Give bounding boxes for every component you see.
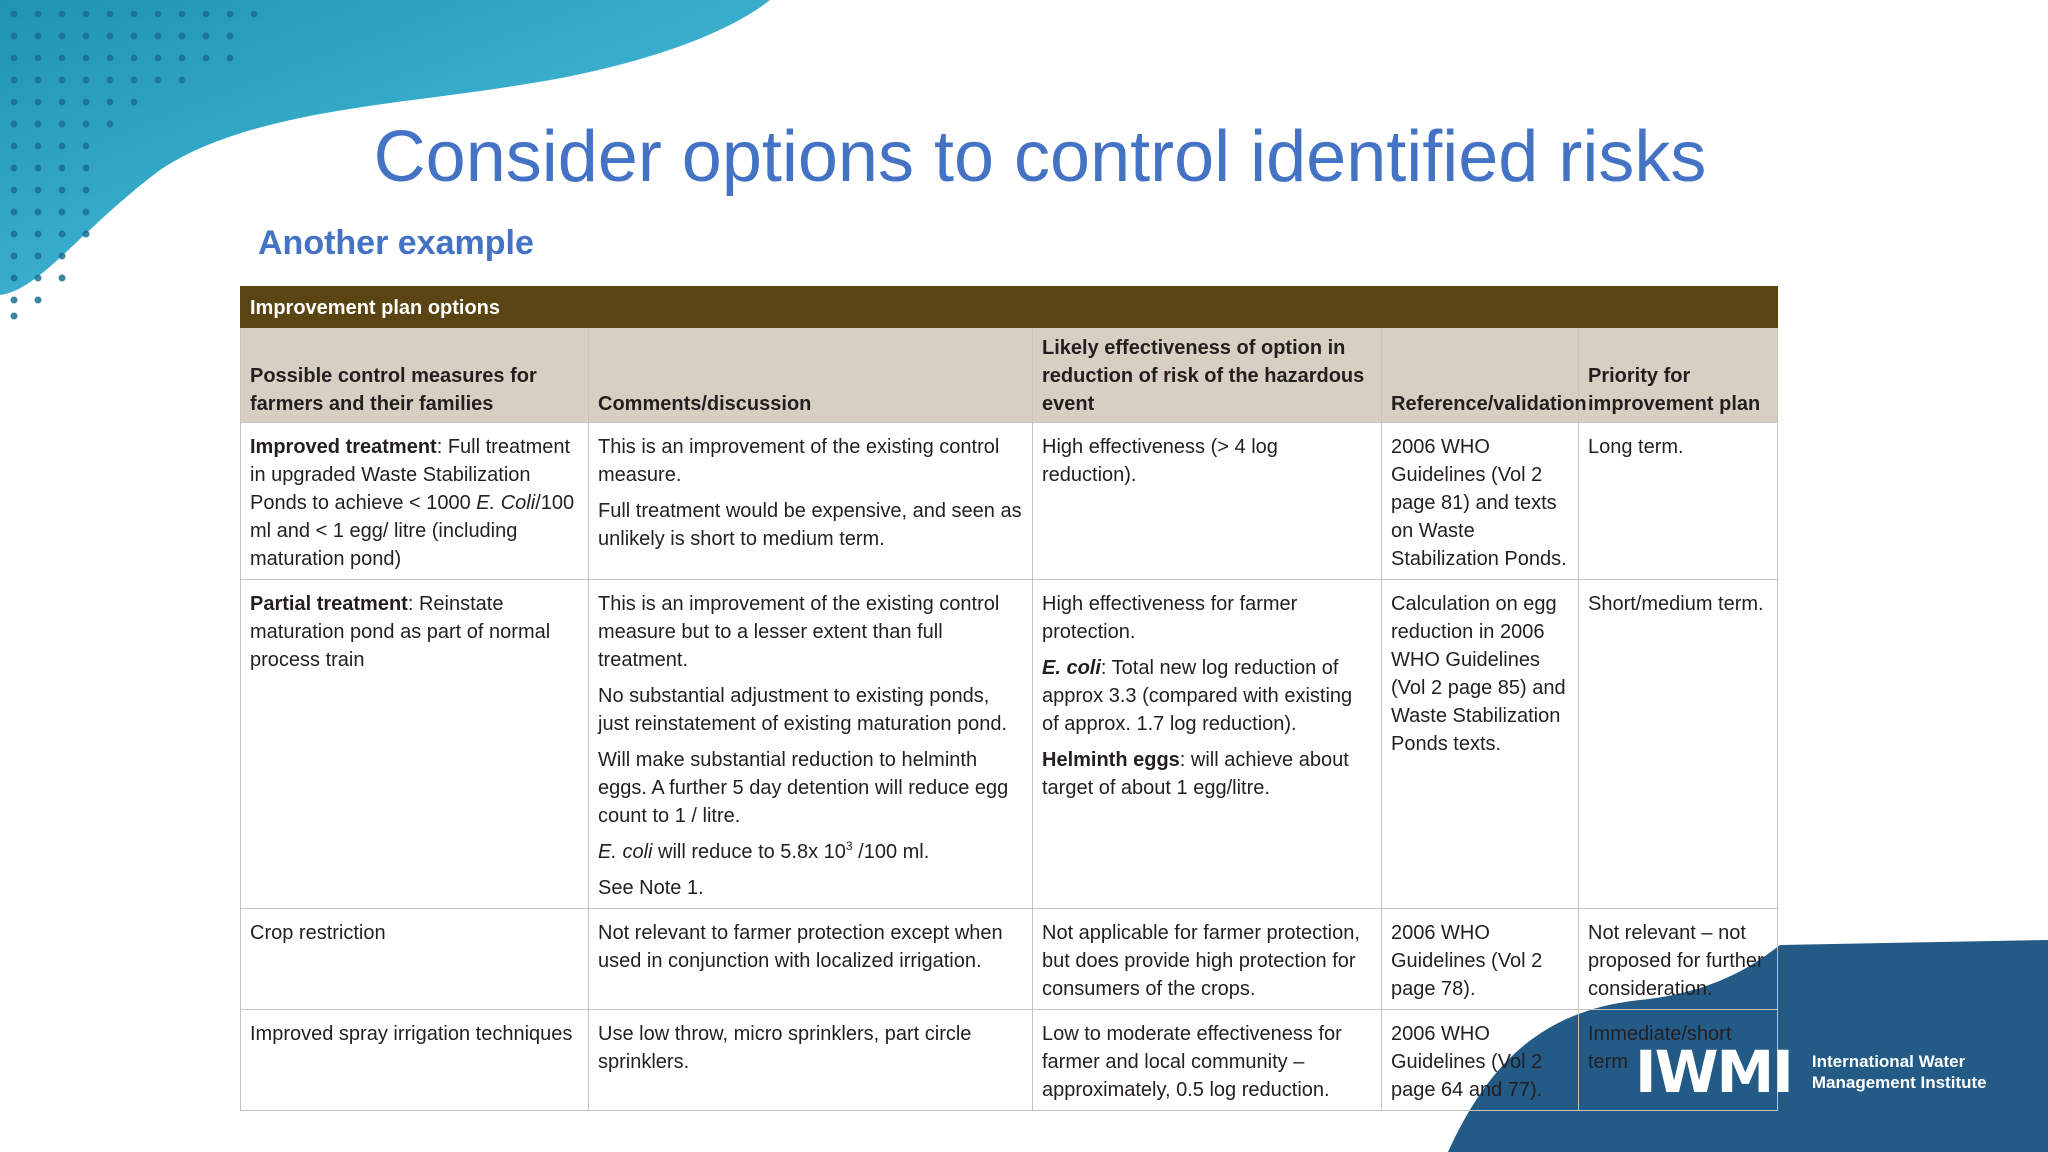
measure-text: /100 ml and < 1 egg/ litre (including maturation pond) bbox=[250, 492, 575, 570]
effectiveness-cell: High effectiveness (> 4 log reduction). bbox=[1033, 423, 1382, 580]
table-row bbox=[241, 1010, 1778, 1111]
comments-cell bbox=[589, 423, 1033, 580]
comment-paragraph: Full treatment would be expensive, and seen as unlikely is short to medium term. bbox=[598, 500, 1022, 550]
measure-title: Partial treatment bbox=[250, 593, 408, 615]
priority-cell: Long term. bbox=[1579, 423, 1778, 580]
table-row bbox=[241, 580, 1778, 909]
reference-cell: 2006 WHO Guidelines (Vol 2 page 78). bbox=[1382, 909, 1579, 1010]
control-measure-cell bbox=[241, 580, 589, 909]
measure-title: Improved treatment bbox=[250, 436, 437, 458]
priority-cell: Not relevant – not proposed for further consideration. bbox=[1579, 909, 1778, 1010]
logo-line: Management Institute bbox=[1811, 1073, 1987, 1092]
comment-paragraph: No substantial adjustment to existing ponds, just reinstatement of existing maturation pond. bbox=[598, 685, 1008, 735]
reference-cell: 2006 WHO Guidelines (Vol 2 page 64 and 77). bbox=[1382, 1010, 1579, 1111]
control-measure-cell: Crop restriction bbox=[241, 909, 589, 1010]
column-header: Comments/discussion bbox=[589, 328, 1033, 423]
ecoli-label: E. coli bbox=[598, 841, 653, 863]
control-measure-cell bbox=[241, 423, 589, 580]
effectiveness-ecoli bbox=[1042, 654, 1373, 738]
effectiveness-helminth bbox=[1042, 746, 1373, 802]
table-caption-row bbox=[241, 287, 1778, 328]
improvement-plan-table bbox=[240, 286, 1778, 1111]
slide-title: Consider options to control identified risks bbox=[373, 117, 1707, 197]
logo-mark: IWMI bbox=[1635, 1038, 1792, 1106]
comments-cell bbox=[589, 580, 1033, 909]
column-header: Likely effectiveness of option in reduction of risk of the hazardous event bbox=[1033, 328, 1382, 423]
reference-cell: Calculation on egg reduction in 2006 WHO Guidelines (Vol 2 page 85) and Waste Stabilization Ponds texts. bbox=[1382, 580, 1579, 909]
table-row bbox=[241, 909, 1778, 1010]
comment-paragraph: This is an improvement of the existing control measure but to a lesser extent than full treatment. bbox=[598, 593, 1000, 671]
column-header: Reference/validation bbox=[1382, 328, 1579, 423]
comments-cell: Use low throw, micro sprinklers, part circle sprinklers. bbox=[589, 1010, 1033, 1111]
effectiveness-intro: High effectiveness for farmer protection. bbox=[1042, 593, 1298, 643]
effectiveness-cell bbox=[1033, 580, 1382, 909]
table-row bbox=[241, 423, 1778, 580]
column-header: Possible control measures for farmers and their families bbox=[241, 328, 589, 423]
effectiveness-cell: Low to moderate effectiveness for farmer and local community – approximately, 0.5 log reduction. bbox=[1033, 1010, 1382, 1111]
measure-italic: E. Coli bbox=[476, 492, 536, 514]
slide-subtitle: Another example bbox=[258, 224, 534, 262]
column-header: Priority for improvement plan bbox=[1579, 328, 1778, 423]
measure-text: : Full treatment in upgraded Waste Stabilization Ponds to achieve < 1000 bbox=[250, 436, 571, 514]
control-measure-cell: Improved spray irrigation techniques bbox=[241, 1010, 589, 1111]
reference-cell: 2006 WHO Guidelines (Vol 2 page 81) and texts on Waste Stabilization Ponds. bbox=[1382, 423, 1579, 580]
comment-paragraph: Will make substantial reduction to helminth eggs. A further 5 day detention will reduce egg count to 1 / litre. bbox=[598, 749, 1009, 827]
iwmi-logo bbox=[1635, 1038, 1987, 1106]
priority-cell: Immediate/short term bbox=[1579, 1010, 1778, 1111]
see-note: See Note 1. bbox=[598, 877, 704, 899]
helminth-label: Helminth eggs bbox=[1042, 749, 1180, 771]
ecoli-unit: /100 ml. bbox=[852, 841, 930, 863]
logo-text bbox=[1812, 1051, 1987, 1093]
ecoli-label: E. coli bbox=[1042, 657, 1101, 679]
measure-text: : Reinstate maturation pond as part of normal process train bbox=[250, 593, 551, 671]
ecoli-text: : Total new log reduction of approx 3.3 (compared with existing of approx. 1.7 log reduction). bbox=[1042, 657, 1353, 735]
comments-cell: Not relevant to farmer protection except when used in conjunction with localized irrigation. bbox=[589, 909, 1033, 1010]
logo-line: International Water bbox=[1811, 1052, 1966, 1071]
table-header-row bbox=[241, 328, 1778, 423]
priority-cell: Short/medium term. bbox=[1579, 580, 1778, 909]
ecoli-exponent: 3 bbox=[845, 839, 853, 853]
table-caption: Improvement plan options bbox=[241, 287, 1778, 328]
ecoli-text: will reduce to 5.8x 10 bbox=[652, 841, 846, 863]
helminth-text: : will achieve about target of about 1 egg/litre. bbox=[1042, 749, 1349, 799]
comment-paragraph: This is an improvement of the existing control measure. bbox=[598, 436, 1000, 486]
effectiveness-cell: Not applicable for farmer protection, but does provide high protection for consumers of the crops. bbox=[1033, 909, 1382, 1010]
comment-paragraph bbox=[598, 838, 1024, 866]
